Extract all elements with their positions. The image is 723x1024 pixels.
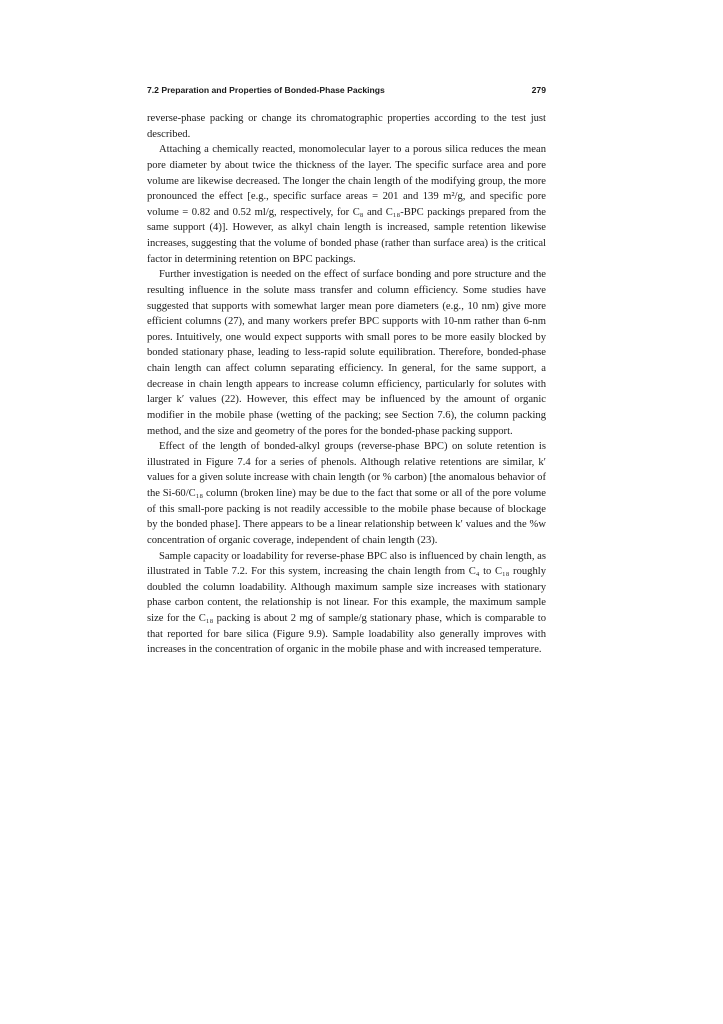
page-number: 279 bbox=[531, 85, 546, 95]
paragraph-alkyl-retention: Effect of the length of bonded-alkyl groups (reverse-phase BPC) on solute retention is illustrated in Figure 7.4 for a series of phenols. Although relative retentions are similar, k′ values for a given solute increase with chain length (or % carbon) [the anomalous behavior of the Si-60/C₁₈ column (broken line) may be due to the fact that some or all of the pore volume of this small-pore packing is not readily accessible to the mobile phase because of blockage by the bonded phase]. There appears to be a linear relationship between k′ values and the %w concentration of organic coverage, independent of chain length (23). bbox=[147, 441, 546, 546]
body-text bbox=[147, 111, 546, 658]
paragraph-column-efficiency: Further investigation is needed on the effect of surface bonding and pore structure and the resulting influence in the solute mass transfer and column efficiency. Some studies have suggested that supports with somewhat larger mean pore diameters (e.g., 10 nm) give more efficient columns (27), and many workers prefer BPC supports with 10-nm rather than 6-nm pores. Intuitively, one would expect supports with small pores to be more easily blocked by bonded stationary phase, leading to less-rapid solute equilibration. Therefore, bonded-phase chain length can affect column separating efficiency. In general, for the same support, a decrease in chain length appears to increase column efficiency, particularly for solutes with larger k′ values (22). However, this effect may be influenced by the amount of organic modifier in the mobile phase (wetting of the packing; see Section 7.6), the column packing method, and the size and geometry of the pores for the bonded-phase packing support. bbox=[147, 269, 546, 437]
section-title: 7.2 Preparation and Properties of Bonded-Phase Packings bbox=[147, 85, 385, 95]
paragraph-sample-capacity: Sample capacity or loadability for reverse-phase BPC also is influenced by chain length, as illustrated in Table 7.2. For this system, increasing the chain length from C₄ to C₁₈ roughly doubled the column loadability. Although maximum sample size increases with stationary phase carbon content, the relationship is not linear. For this example, the maximum sample size for the C₁₈ packing is about 2 mg of sample/g stationary phase, which is comparable to that reported for bare silica (Figure 9.9). Sample loadability also generally improves with increases in the concentration of organic in the mobile phase and with increased temperature. bbox=[147, 550, 546, 656]
running-header bbox=[147, 85, 546, 99]
paragraph-pore-diameter: Attaching a chemically reacted, monomolecular layer to a porous silica reduces the mean pore diameter by about twice the thickness of the layer. The specific surface area and pore volume are likewise decreased. The longer the chain length of the modifying group, the more pronounced the effect [e.g., specific surface areas = 201 and 139 m²/g, and specific pore volume = 0.82 and 0.52 ml/g, respectively, for C₈ and C₁₈-BPC packings prepared from the same support (4)]. However, as alkyl chain length is increased, sample retention likewise increases, suggesting that the volume of bonded phase (rather than surface area) is the critical factor in determining retention on BPC packings. bbox=[147, 144, 546, 265]
paragraph-continuation: reverse-phase packing or change its chromatographic properties according to the test just described. bbox=[147, 113, 546, 140]
document-page bbox=[147, 85, 546, 658]
